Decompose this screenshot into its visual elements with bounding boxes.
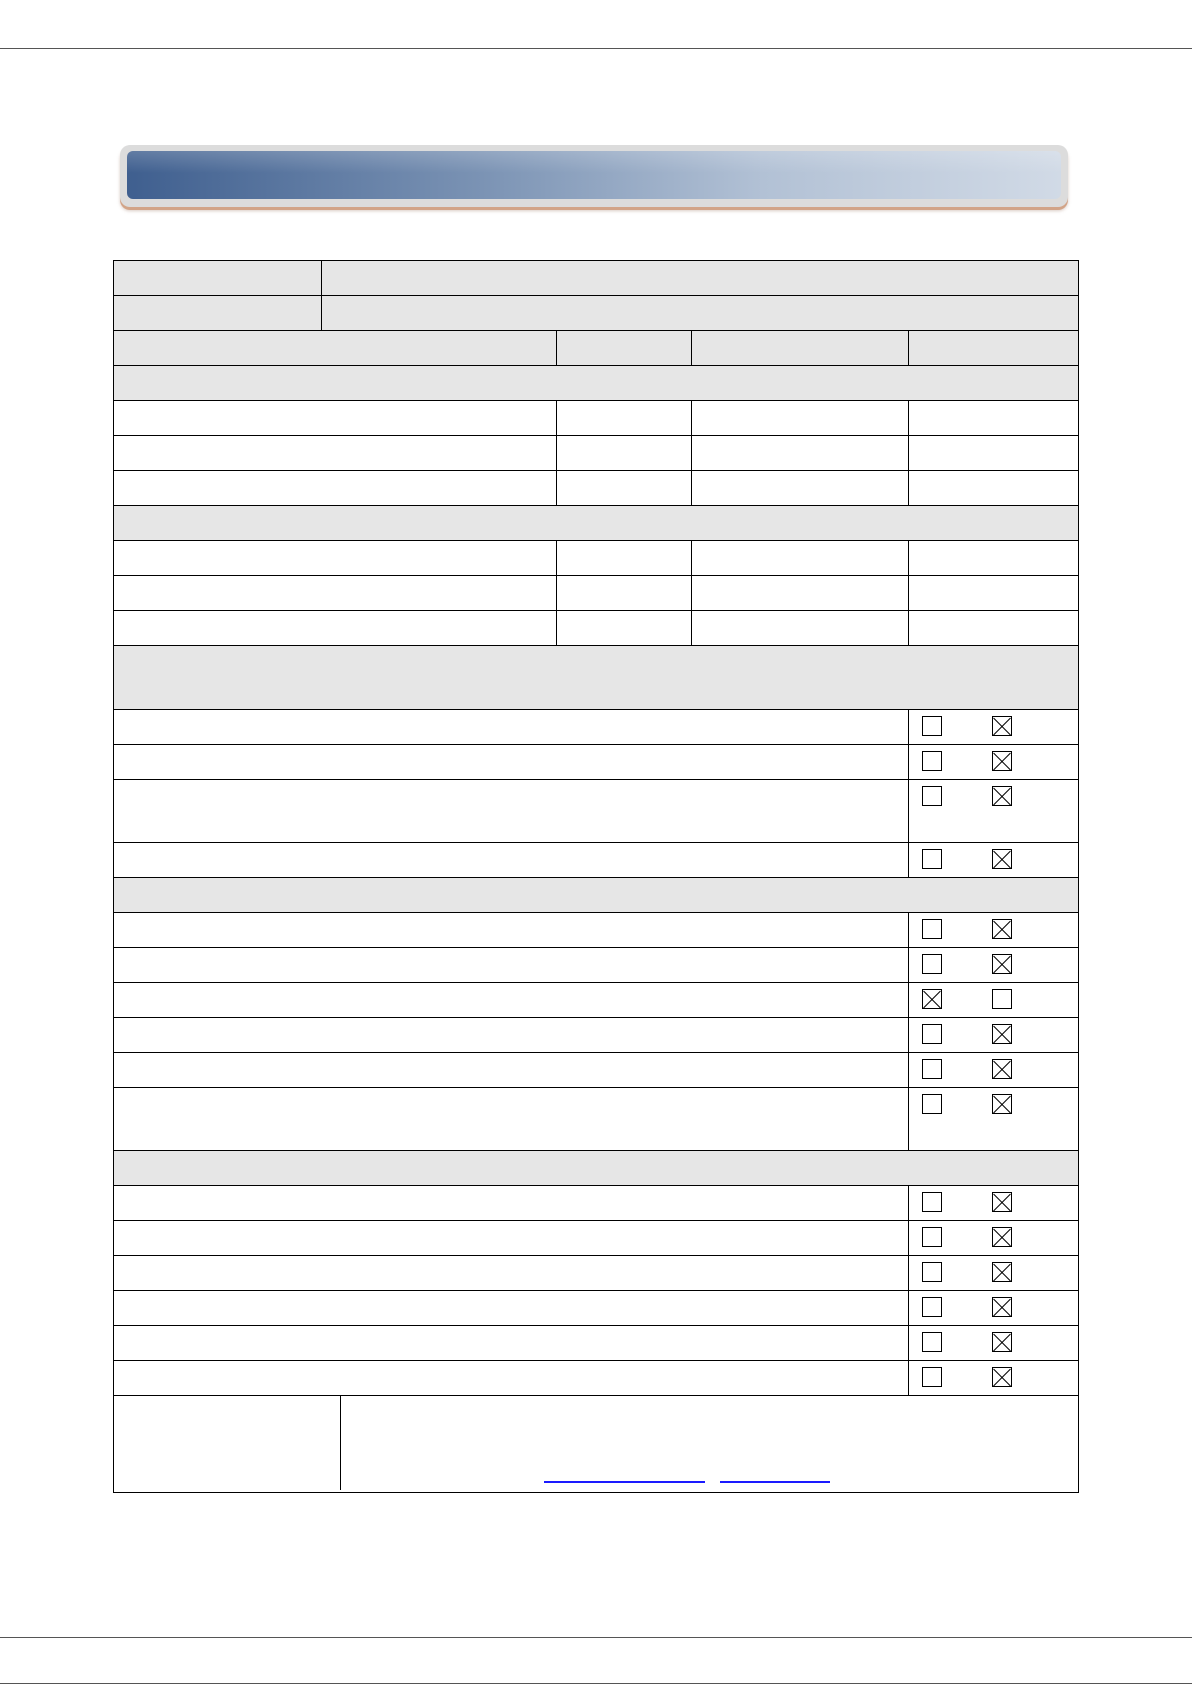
question-cell <box>114 1361 909 1396</box>
no-checkbox[interactable] <box>992 1024 1012 1044</box>
column-header-cell <box>557 331 692 366</box>
section-header-cell <box>114 1151 1078 1186</box>
field-value-cell <box>322 296 1078 331</box>
no-checkbox[interactable] <box>992 1297 1012 1317</box>
no-checkbox[interactable] <box>992 1059 1012 1079</box>
question-cell <box>114 780 909 843</box>
table-cell <box>692 401 909 436</box>
yes-checkbox[interactable] <box>922 716 942 736</box>
website-link[interactable] <box>720 1481 830 1483</box>
table-cell <box>692 541 909 576</box>
question-cell <box>114 1053 909 1088</box>
yes-checkbox[interactable] <box>922 919 942 939</box>
table-cell <box>909 471 1078 506</box>
yes-checkbox[interactable] <box>922 1024 942 1044</box>
table-cell <box>909 401 1078 436</box>
form-table <box>113 260 1079 1493</box>
section-header-cell <box>114 506 1078 541</box>
yes-checkbox[interactable] <box>922 1227 942 1247</box>
question-cell <box>114 1186 909 1221</box>
question-cell <box>114 948 909 983</box>
table-cell <box>692 471 909 506</box>
no-checkbox[interactable] <box>992 751 1012 771</box>
table-cell <box>909 436 1078 471</box>
signature-value-cell <box>341 1396 1078 1490</box>
section-header-cell <box>114 366 1078 401</box>
no-checkbox[interactable] <box>992 1367 1012 1387</box>
field-label-cell <box>114 296 322 331</box>
question-cell <box>114 983 909 1018</box>
no-checkbox[interactable] <box>992 1332 1012 1352</box>
column-header-cell <box>909 331 1078 366</box>
table-cell <box>114 401 557 436</box>
table-cell <box>114 611 557 646</box>
yes-checkbox[interactable] <box>922 1192 942 1212</box>
yes-checkbox[interactable] <box>922 786 942 806</box>
signature-label-cell <box>114 1396 341 1490</box>
table-cell <box>692 576 909 611</box>
question-cell <box>114 843 909 878</box>
table-cell <box>557 611 692 646</box>
question-cell <box>114 710 909 745</box>
yes-checkbox[interactable] <box>922 954 942 974</box>
table-cell <box>557 471 692 506</box>
question-cell <box>114 1326 909 1361</box>
yes-checkbox[interactable] <box>922 989 942 1009</box>
table-cell <box>114 541 557 576</box>
yes-checkbox[interactable] <box>922 1059 942 1079</box>
table-cell <box>909 576 1078 611</box>
no-checkbox[interactable] <box>992 954 1012 974</box>
question-cell <box>114 913 909 948</box>
yes-checkbox[interactable] <box>922 1094 942 1114</box>
yes-checkbox[interactable] <box>922 1332 942 1352</box>
no-checkbox[interactable] <box>992 716 1012 736</box>
column-header-cell <box>692 331 909 366</box>
table-cell <box>692 436 909 471</box>
no-checkbox[interactable] <box>992 849 1012 869</box>
table-cell <box>909 541 1078 576</box>
yes-checkbox[interactable] <box>922 751 942 771</box>
table-cell <box>114 576 557 611</box>
no-checkbox[interactable] <box>992 1227 1012 1247</box>
question-cell <box>114 1256 909 1291</box>
yes-checkbox[interactable] <box>922 1367 942 1387</box>
table-cell <box>557 576 692 611</box>
footer-rule <box>0 1637 1192 1638</box>
table-cell <box>557 541 692 576</box>
title-banner <box>120 145 1068 207</box>
no-checkbox[interactable] <box>992 1262 1012 1282</box>
email-link[interactable] <box>544 1481 705 1483</box>
question-cell <box>114 1018 909 1053</box>
yes-checkbox[interactable] <box>922 849 942 869</box>
question-cell <box>114 1088 909 1151</box>
header-rule <box>0 48 1192 49</box>
title-banner-fill <box>127 151 1061 199</box>
no-checkbox[interactable] <box>992 1094 1012 1114</box>
no-checkbox[interactable] <box>992 1192 1012 1212</box>
question-cell <box>114 745 909 780</box>
yes-checkbox[interactable] <box>922 1297 942 1317</box>
table-cell <box>557 436 692 471</box>
field-value-cell <box>322 261 1078 296</box>
no-checkbox[interactable] <box>992 919 1012 939</box>
table-cell <box>557 401 692 436</box>
question-cell <box>114 1221 909 1256</box>
table-cell <box>692 611 909 646</box>
column-header-cell <box>114 331 557 366</box>
footer-rule-bottom <box>0 1683 1192 1684</box>
no-checkbox[interactable] <box>992 786 1012 806</box>
section-header-cell <box>114 878 1078 913</box>
question-cell <box>114 1291 909 1326</box>
yes-checkbox[interactable] <box>922 1262 942 1282</box>
table-cell <box>909 611 1078 646</box>
field-label-cell <box>114 261 322 296</box>
section-header-cell <box>114 646 1078 710</box>
table-cell <box>114 471 557 506</box>
table-cell <box>114 436 557 471</box>
no-checkbox[interactable] <box>992 989 1012 1009</box>
